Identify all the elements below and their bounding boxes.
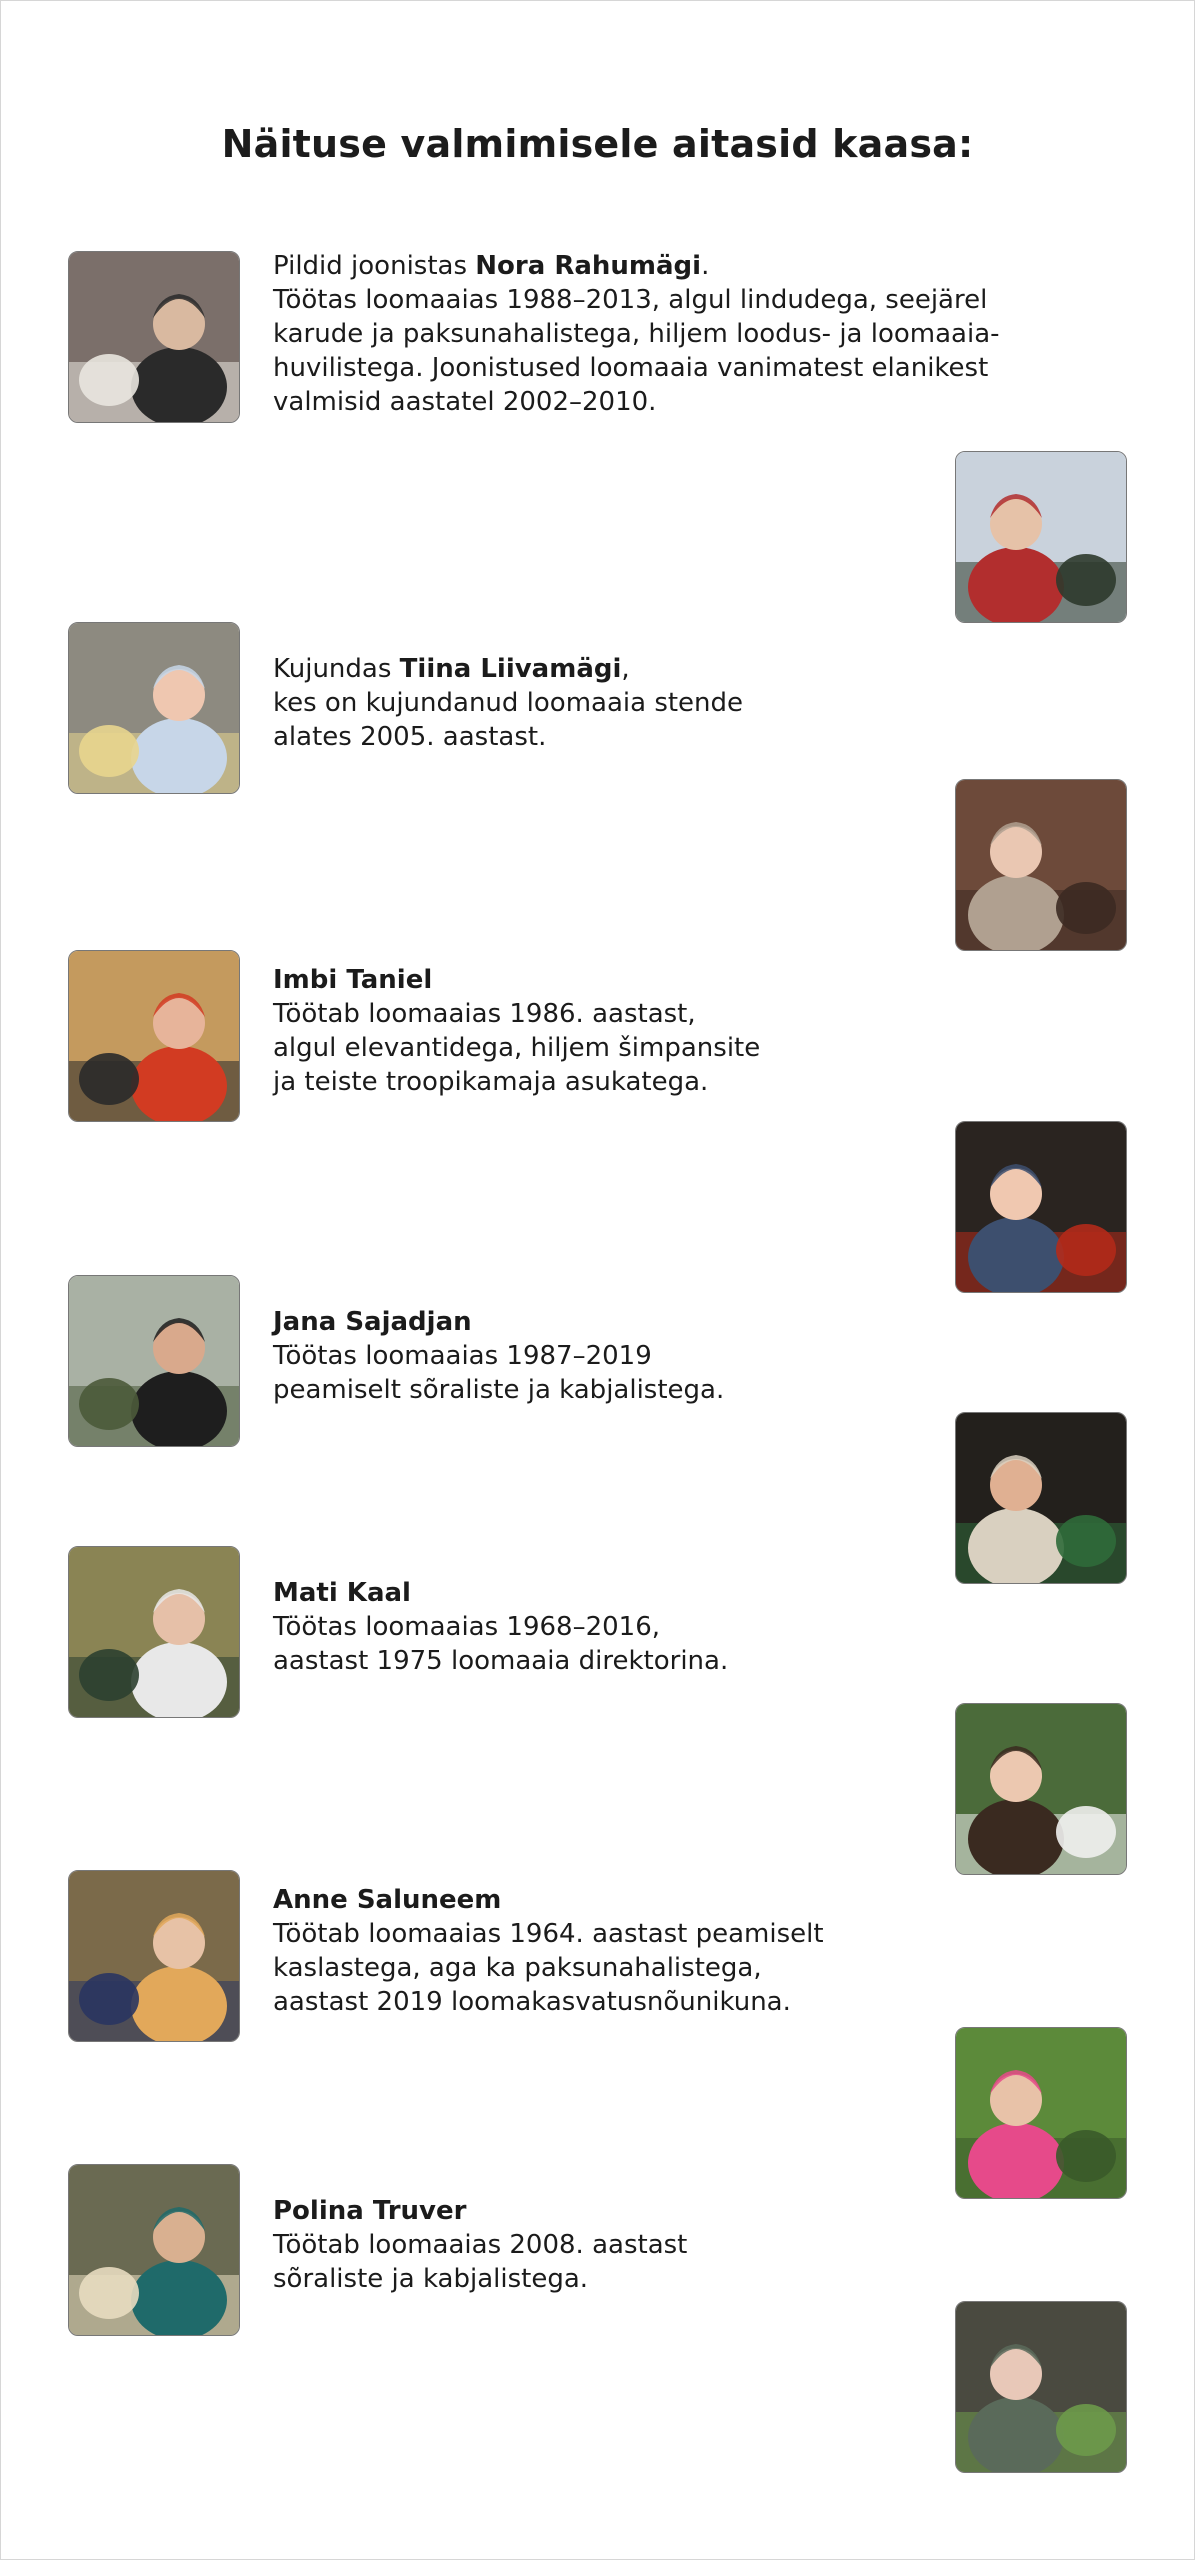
description-line xyxy=(273,1065,760,1099)
line-text: Töötas loomaaias 1968–2016, xyxy=(273,1612,661,1642)
contributor-name: Imbi Taniel xyxy=(273,965,433,995)
contributor-description xyxy=(273,1883,824,2019)
line-text: valmisid aastatel 2002–2010. xyxy=(273,387,657,417)
line-text: Pildid joonistas xyxy=(273,251,476,281)
contributor-description xyxy=(273,2194,687,2296)
description-line xyxy=(273,1883,824,1917)
blonde-woman-portrait-photo xyxy=(68,622,240,794)
line-text: Töötas loomaaias 1988–2013, algul lindudega, seejärel xyxy=(273,285,988,315)
contributor-name: Nora Rahumägi xyxy=(475,251,702,281)
elderly-woman-portrait-photo xyxy=(955,779,1127,951)
person-with-black-animal-photo xyxy=(955,451,1127,623)
contributor-description xyxy=(273,1576,728,1678)
line-text: ja teiste troopikamaja asukatega. xyxy=(273,1067,709,1097)
red-haired-woman-with-chimp-photo xyxy=(68,950,240,1122)
description-line xyxy=(273,1917,824,1951)
contributor-name: Tiina Liivamägi xyxy=(399,654,622,684)
contributor-description xyxy=(273,249,1000,419)
line-text: Töötab loomaaias 1964. aastast peamiselt xyxy=(273,1919,824,1949)
woman-with-tiger-photo xyxy=(68,1870,240,2042)
description-line xyxy=(273,1610,728,1644)
line-text: kes on kujundanud loomaaia stende xyxy=(273,688,744,718)
contributor-description xyxy=(273,652,743,754)
line-punctuation: , xyxy=(621,654,630,684)
line-punctuation: . xyxy=(701,251,710,281)
man-with-chimpanzee-photo xyxy=(955,1703,1127,1875)
description-line xyxy=(273,2228,687,2262)
page-title: Näituse valmimisele aitasid kaasa: xyxy=(221,122,974,166)
description-line xyxy=(273,997,760,1031)
contributor-description xyxy=(273,963,760,1099)
woman-with-camel-photo xyxy=(68,2164,240,2336)
description-line xyxy=(273,652,743,686)
line-text: alates 2005. aastast. xyxy=(273,722,547,752)
description-line xyxy=(273,1305,724,1339)
woman-outdoor-portrait-photo xyxy=(955,2027,1127,2199)
description-line xyxy=(273,1031,760,1065)
woman-with-animal-portrait-photo xyxy=(955,2301,1127,2473)
woman-feeding-goat-photo xyxy=(955,1412,1127,1584)
woman-with-kid-goat-photo xyxy=(68,1275,240,1447)
description-line xyxy=(273,720,743,754)
contributor-name: Jana Sajadjan xyxy=(273,1307,472,1337)
line-text: Kujundas xyxy=(273,654,400,684)
description-line xyxy=(273,1951,824,1985)
description-line xyxy=(273,283,1000,317)
contributor-name: Anne Saluneem xyxy=(273,1885,502,1915)
description-line xyxy=(273,2194,687,2228)
line-text: Töötas loomaaias 1987–2019 xyxy=(273,1341,652,1371)
contributor-description xyxy=(273,1305,724,1407)
line-text: huvilistega. Joonistused loomaaia vanimatest elanikest xyxy=(273,353,989,383)
line-text: Töötab loomaaias 2008. aastast xyxy=(273,2230,688,2260)
line-text: aastast 2019 loomakasvatusnõunikuna. xyxy=(273,1987,791,2017)
person-with-white-dog-photo xyxy=(68,251,240,423)
description-line xyxy=(273,1985,824,2019)
description-line xyxy=(273,385,1000,419)
description-line xyxy=(273,686,743,720)
line-text: peamiselt sõraliste ja kabjalistega. xyxy=(273,1375,725,1405)
line-text: algul elevantidega, hiljem šimpansite xyxy=(273,1033,761,1063)
contributor-name: Mati Kaal xyxy=(273,1578,411,1608)
man-with-lynx-cat-photo xyxy=(68,1546,240,1718)
description-line xyxy=(273,351,1000,385)
line-text: kaslastega, aga ka paksunahalistega, xyxy=(273,1953,762,1983)
description-line xyxy=(273,963,760,997)
line-text: karude ja paksunahalistega, hiljem loodus- ja loomaaia- xyxy=(273,319,1000,349)
description-line xyxy=(273,249,1000,283)
description-line xyxy=(273,317,1000,351)
line-text: sõraliste ja kabjalistega. xyxy=(273,2264,589,2294)
description-line xyxy=(273,1373,724,1407)
description-line xyxy=(273,2262,687,2296)
description-line xyxy=(273,1644,728,1678)
line-text: Töötab loomaaias 1986. aastast, xyxy=(273,999,696,1029)
description-line xyxy=(273,1576,728,1610)
red-haired-woman-portrait-photo xyxy=(955,1121,1127,1293)
description-line xyxy=(273,1339,724,1373)
contributor-name: Polina Truver xyxy=(273,2196,467,2226)
line-text: aastast 1975 loomaaia direktorina. xyxy=(273,1646,729,1676)
